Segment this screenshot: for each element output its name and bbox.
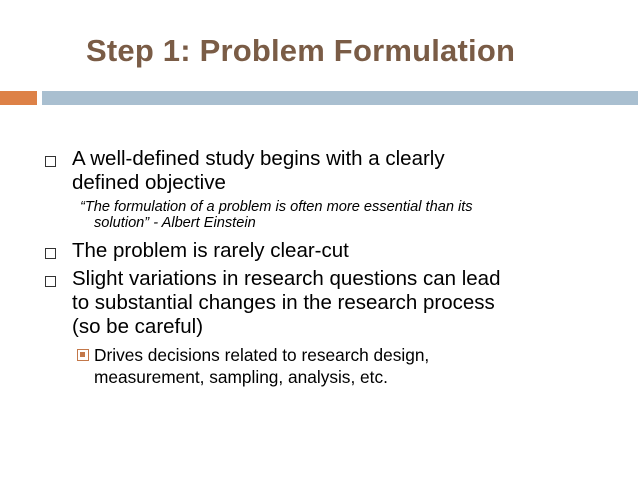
bullet-text	[72, 239, 612, 263]
bullet-line: A well-defined study begins with a clearly	[72, 147, 445, 170]
bullet-line: defined objective	[72, 171, 226, 194]
bullet-line: to substantial changes in the research process	[72, 291, 495, 314]
bullet-line: (so be careful)	[72, 315, 204, 338]
sub-bullet-line: Drives decisions related to research design,	[94, 345, 430, 365]
quote-line: solution” - Albert Einstein	[94, 215, 256, 231]
quote-line: “The formulation of a problem is often more essential than its	[80, 199, 473, 215]
bullet-line: Slight variations in research questions can lead	[72, 267, 501, 290]
filled-square-bullet-icon	[77, 349, 89, 361]
sub-bullet-line: measurement, sampling, analysis, etc.	[94, 367, 388, 387]
bullet-line: The problem is rarely clear-cut	[72, 239, 349, 262]
sub-bullet-text	[94, 344, 614, 388]
bullet-text	[72, 147, 612, 195]
einstein-quote	[80, 199, 580, 231]
slide-title: Step 1: Problem Formulation	[86, 33, 516, 68]
bullet-text	[72, 267, 612, 339]
